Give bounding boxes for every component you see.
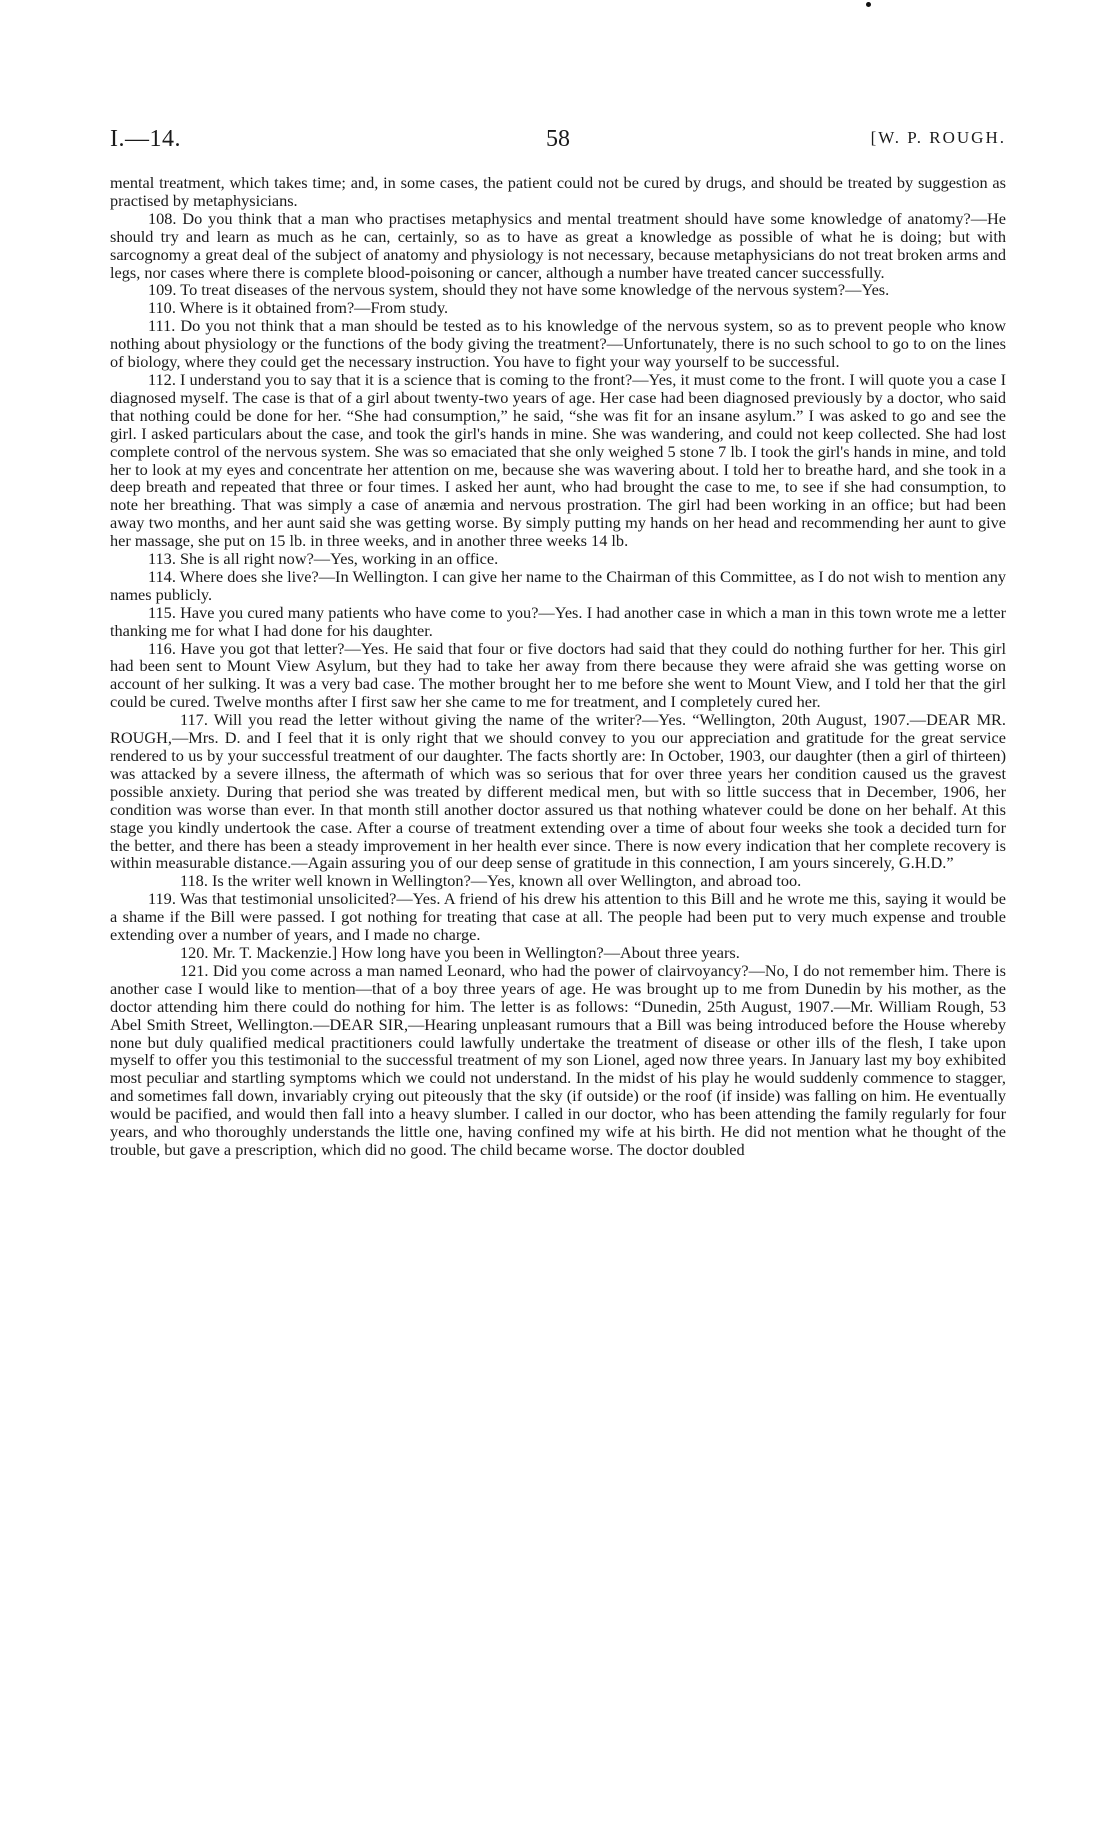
paragraph-q112: 112. I understand you to say that it is a science that is coming to the front?—Yes, it must come to the front. I will quote you a case I diagnosed myself. The case is that of a girl about twenty-two years of age. Her case had been diagnosed previously by a doctor, who said that nothing could be done for her. “She had consumption,” he said, “she was fit for an insane asylum.” I was asked to go and see the girl. I asked particulars about the case, and took the girl's hands in mine. She was wandering, and could not keep collected. She had lost complete control of the nervous system. She was so emaciated that she only weighed 5 stone 7 lb. I took the girl's hands in mine, and told her to look at my eyes and concentrate her attention on me, because she was wavering about. I told her to breathe hard, and she took in a deep breath and repeated that three or four times. I asked her aunt, who had brought the case to me, to see if she had consumption, to note her breathing. That was simply a case of anæmia and nervous prostration. The girl had been working in an office; but had been away two months, and her aunt said she was getting worse. By simply putting my hands on her head and recommending her aunt to give her massage, she put on 15 lb. in three weeks, and in another three weeks 14 lb. [110,369,1006,551]
paragraph-q117: 117. Will you read the letter without giving the name of the writer?—Yes. “Wellington, 20th August, 1907.—DEAR MR. ROUGH,—Mrs. D. and I feel that it is only right that we should convey to you our appreciation and gratitude for the great service rendered to us by your successful treatment of our daughter. The facts shortly are: In October, 1903, our daughter (then a girl of thirteen) was attacked by a severe illness, the aftermath of which was so serious that for over three years her condition caused us the gravest possible anxiety. During that period she was treated by different medical men, but with so little success that in December, 1906, her condition was worse than ever. In that month still another doctor assured us that nothing whatever could be done on her behalf. At this stage you kindly undertook the case. After a course of treatment extending over a time of about four weeks she took a decided turn for the better, and there has been a steady improvement in her health ever since. There is now every indication that her complete recovery is within measurable distance.—Again assuring you of our deep sense of gratitude in this connection, I am yours sincerely, G.H.D.” [110,710,1006,873]
paragraph-q118: 118. Is the writer well known in Wellington?—Yes, known all over Wellington, and abroad too. [180,871,802,891]
page-header [110,126,1006,160]
paragraph-q113: 113. She is all right now?—Yes, working in an office. [148,549,499,569]
witness-name: [W. P. ROUGH. [870,128,1006,147]
paper-reference: I.—14. [110,126,181,152]
paragraph-q114: 114. Where does she live?—In Wellington. I can give her name to the Chairman of this Committee, as I do not wish to mention any names publicly. [110,566,1006,604]
document-body [110,174,1006,1159]
paragraph-q119: 119. Was that testimonial unsolicited?—Yes. A friend of his drew his attention to this Bill and he wrote me this, saying it would be a shame if the Bill were passed. I got nothing for treating that case at all. The people had been put to very much expense and trouble extending over a number of years, and I made no charge. [110,889,1006,945]
paragraph-q110: 110. Where is it obtained from?—From study. [148,298,449,318]
paragraph-q121: 121. Did you come across a man named Leonard, who had the power of clairvoyancy?—No, I do not remember him. There is another case I would like to mention—that of a boy three years of age. He was brought up to me from Dunedin by his mother, as the doctor attending him there could do nothing for him. The letter is as follows: “Dunedin, 25th August, 1907.—Mr. William Rough, 53 Abel Smith Street, Wellington.—DEAR SIR,—Hearing unpleasant rumours that a Bill was being introduced before the House whereby none but duly qualified medical practitioners could lawfully undertake the treatment of disease or other ills of the flesh, I take upon myself to offer you this testimonial to the successful treatment of my son Lionel, aged now three years. In January last my boy exhibited most peculiar and startling symptoms which we could not understand. In the midst of his play he would suddenly commence to stagger, and sometimes fall down, invariably crying out piteously that the sky (if outside) or the roof (if inside) was falling on him. He eventually would be pacified, and would then fall into a heavy slumber. I called in our doctor, who has been attending the family regularly for four years, and who thoroughly understands the little one, having confined my wife at his birth. He did not mention what he thought of the trouble, but gave a prescription, which did no good. The child became worse. The doctor doubled [110,960,1006,1159]
paragraph-q108: 108. Do you think that a man who practises metaphysics and mental treatment should have some knowledge of anatomy?—He should try and learn as much as he can, certainly, so as to have as great a knowledge as possible of what he is doing; but with sarcognomy a great deal of the subject of anatomy and physiology is not necessary, because metaphysicians do not treat broken arms and legs, nor cases where there is complete blood-poisoning or cancer, although a number have treated cancer successfully. [110,208,1006,282]
paragraph-q116: 116. Have you got that letter?—Yes. He said that four or five doctors had said that they could do nothing further for her. This girl had been sent to Mount View Asylum, but they had to take her away from there because they were afraid she was getting worse on account of her sulking. It was a very bad case. The mother brought her to me before she went to Mount View, and I told her that the girl could be cured. Twelve months after I first saw her she came to me for treatment, and I completely cured her. [110,638,1006,712]
paragraph-q115: 115. Have you cured many patients who have come to you?—Yes. I had another case in which a man in this town wrote me a letter thanking me for what I had done for his daughter. [110,602,1006,640]
paragraph-continuation: mental treatment, which takes time; and, in some cases, the patient could not be cured by drugs, and should be treated by suggestion as practised by metaphysicians. [110,173,1006,210]
ink-speck [866,2,871,7]
paragraph-q111: 111. Do you not think that a man should be tested as to his knowledge of the nervous system, so as to prevent people who know nothing about physiology or the functions of the body giving the treatment?—Unfortunately, there is no such school to go to on the lines of biology, where they could get the necessary instruction. You have to fight your way yourself to be successful. [110,316,1006,372]
page-number: 58 [546,126,570,152]
paragraph-q109: 109. To treat diseases of the nervous system, should they not have some knowledge of the nervous system?—Yes. [148,280,890,300]
paragraph-q120: 120. Mr. T. Mackenzie.] How long have you been in Wellington?—About three years. [180,942,740,962]
